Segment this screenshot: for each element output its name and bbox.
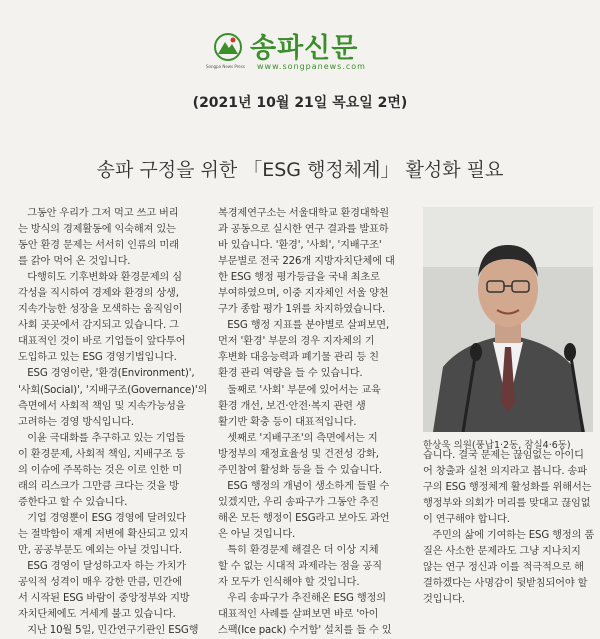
article-text-line: 활기반 확충 등이 대표적입니다. xyxy=(218,416,357,428)
article-text-line: 후변화 대응능력과 폐기물 관리 등 친 xyxy=(218,352,379,364)
article-text-line: 고려하는 경영 방식입니다. xyxy=(18,416,134,428)
article-text-line: 바 있습니다. '환경', '사회', '지배구조' xyxy=(218,240,382,252)
article-text-line: 구가 종합 평가 1위를 차지하였습니다. xyxy=(218,304,386,316)
article-text-line: 방정부의 재정효율성 및 건전성 강화, xyxy=(218,448,379,460)
article-text-line: 해온 모든 행정이 ESG라고 보아도 과언 xyxy=(218,512,390,524)
article-text-line: 의 이슈에 주목하는 것은 이로 인한 미 xyxy=(18,464,182,476)
portrait-photo-icon xyxy=(423,207,593,432)
article-text-line: 것입니다. xyxy=(423,594,465,606)
article-text-line: 결하겠다는 사명감이 뒷받침되어야 할 xyxy=(423,578,588,590)
article-text-line: 증한다고 할 수 있습니다. xyxy=(18,496,128,508)
article-text-line: 지속가능한 성장을 모색하는 움직임이 xyxy=(18,304,183,316)
article-text-line: 각성을 직시하여 경제와 환경의 상생, xyxy=(18,288,179,300)
article-text-line: 환경 관리 역량을 들 수 있습니다. xyxy=(218,368,363,380)
article-text-line: 자 모두가 인식해야 할 것입니다. xyxy=(218,577,360,589)
article-text-line: 특히 환경문제 해결은 더 이상 지체 xyxy=(218,544,379,556)
article-text-line: 둘째로 '사회' 부문에 있어서는 교육 xyxy=(218,384,381,396)
article-text-line: 할 수 없는 시대적 과제라는 점을 공직 xyxy=(218,561,382,573)
article-text-line: 만, 공공부문도 예외는 아닐 것입니다. xyxy=(18,544,182,556)
article-text-line: 한 ESG 행정 평가등급을 국내 최초로 xyxy=(218,272,380,284)
article-text-line: ESG 경영이란, '환경(Environment)', xyxy=(18,368,195,380)
article-column-3 xyxy=(423,448,595,608)
article-text-line: 자치단체에도 거세게 불고 있습니다. xyxy=(18,609,176,621)
article-text-line: 않는 연구 정신과 이를 적극적으로 해 xyxy=(423,562,584,574)
article-text-line: 는 방식의 경제활동에 익숙해져 있는 xyxy=(18,224,176,236)
article-text-line: 있겠지만, 우리 송파구가 그동안 추진 xyxy=(218,496,379,508)
article-text-line: '사회(Social)', '지배구조(Governance)'의 xyxy=(18,384,208,396)
photo-caption: 한상욱 의원(풍납1·2동, 잠실4·6동) xyxy=(423,440,571,451)
article-text-line: 래의 리스크가 그만큼 크다는 것을 방 xyxy=(18,480,179,492)
article-text-line: 부문별로 전국 226개 지방자치단체에 대 xyxy=(218,256,395,268)
article-text-line: 환경 개선, 보건·안전·복지 관련 생 xyxy=(218,400,366,412)
article-text-line: 은 아닐 것입니다. xyxy=(218,528,296,540)
article-text-line: 우리 송파구가 추진해온 ESG 행정의 xyxy=(218,593,386,605)
article-text-line: 기업 경영뿐이 ESG 경영에 달려있다 xyxy=(18,512,186,524)
dateline: (2021년 10월 21일 목요일 2면) xyxy=(192,95,408,111)
article-text-line: ESG 경영이 달성하고자 하는 가치가 xyxy=(18,561,186,573)
article-text-line: 서 시작된 ESG 바람이 중앙정부와 지방 xyxy=(18,593,190,605)
article-text-line: 부여하였으며, 이중 지자체인 서울 양천 xyxy=(218,288,389,300)
article-text-line: ESG 행정의 개념이 생소하게 들릴 수 xyxy=(218,480,390,492)
article-text-line: 습니다. 결국 문제는 끊임없는 아이디 xyxy=(423,450,584,461)
article-text-line: 복경제연구소는 서울대학교 환경대학원 xyxy=(218,208,389,219)
article-text-line: 과 공동으로 실시한 연구 결과를 발표하 xyxy=(218,224,389,236)
masthead xyxy=(0,22,600,74)
article-column-1 xyxy=(18,206,208,639)
article-text-line: 이윤 극대화를 추구하고 있는 기업들 xyxy=(18,432,185,444)
article-text-line: 행정부와 의회가 머리를 맞대고 끊임없 xyxy=(423,498,591,510)
article-text-line: 먼저 '환경' 부문의 경우 지자체의 기 xyxy=(218,336,375,348)
article-text-line: 다행히도 기후변화와 환경문제의 심 xyxy=(18,272,182,284)
author-portrait-photo xyxy=(423,207,593,432)
article-text-line: 공익적 성격이 매우 강한 만큼, 민간에 xyxy=(18,577,182,589)
article-text-line: 지난 10월 5일, 민간연구기관인 ESG행 xyxy=(18,625,199,637)
article-text-line: 셋째로 '지배구조'의 측면에서는 지 xyxy=(218,432,378,444)
newspaper-logo-icon xyxy=(213,32,243,62)
article-text-line: 대표적인 사례를 살펴보면 바로 '아이 xyxy=(218,609,379,621)
article-text-line: 이 환경문제, 사회적 책임, 지배구조 등 xyxy=(18,448,185,460)
article-text-line: 동안 환경 문제는 서서히 인류의 미래 xyxy=(18,240,179,252)
article-text-line: 사회 곳곳에서 감지되고 있습니다. 그 xyxy=(18,320,179,332)
article-text-line: 스팩(Ice pack) 수거함' 설치를 들 수 있 xyxy=(218,625,392,637)
article-text-line: 어 창출과 실천 의지라고 봅니다. 송파 xyxy=(423,466,587,478)
article-headline: 송파 구정을 위한 「ESG 행정체계」 활성화 필요 xyxy=(96,159,504,181)
article-text-line: 대표적인 것이 바로 기업들이 앞다투어 xyxy=(18,336,186,348)
article-text-line: 질은 사소한 문제라도 그냥 지나치지 xyxy=(423,546,581,558)
article-text-line: 구의 ESG 행정체계 활성화를 위해서는 xyxy=(423,482,592,494)
newspaper-url: www.songpanews.com xyxy=(257,62,366,71)
article-text-line: 이 연구해야 합니다. xyxy=(423,514,510,526)
article-text-line: 주민의 삶에 기여하는 ESG 행정의 품 xyxy=(423,530,595,542)
article-text-line: 측면에서 사회적 책임 및 지속가능성을 xyxy=(18,400,186,412)
article-text-line: 는 절박함이 재계 저변에 확산되고 있지 xyxy=(18,528,189,540)
article-text-line: 를 갉아 먹어 온 것입니다. xyxy=(18,256,131,268)
article-column-2 xyxy=(218,206,408,639)
logo-tagline: Songpa News Press xyxy=(206,64,245,69)
article-text-line: 그동안 우리가 그저 먹고 쓰고 버리 xyxy=(18,208,179,219)
article-text-line: 주민참여 활성화 등을 들 수 있습니다. xyxy=(218,464,382,476)
newspaper-name: 송파신문 xyxy=(250,33,359,64)
article-text-line: 도입하고 있는 ESG 경영기법입니다. xyxy=(18,352,177,364)
article-text-line: ESG 행정 지표를 분야별로 살펴보면, xyxy=(218,320,390,332)
